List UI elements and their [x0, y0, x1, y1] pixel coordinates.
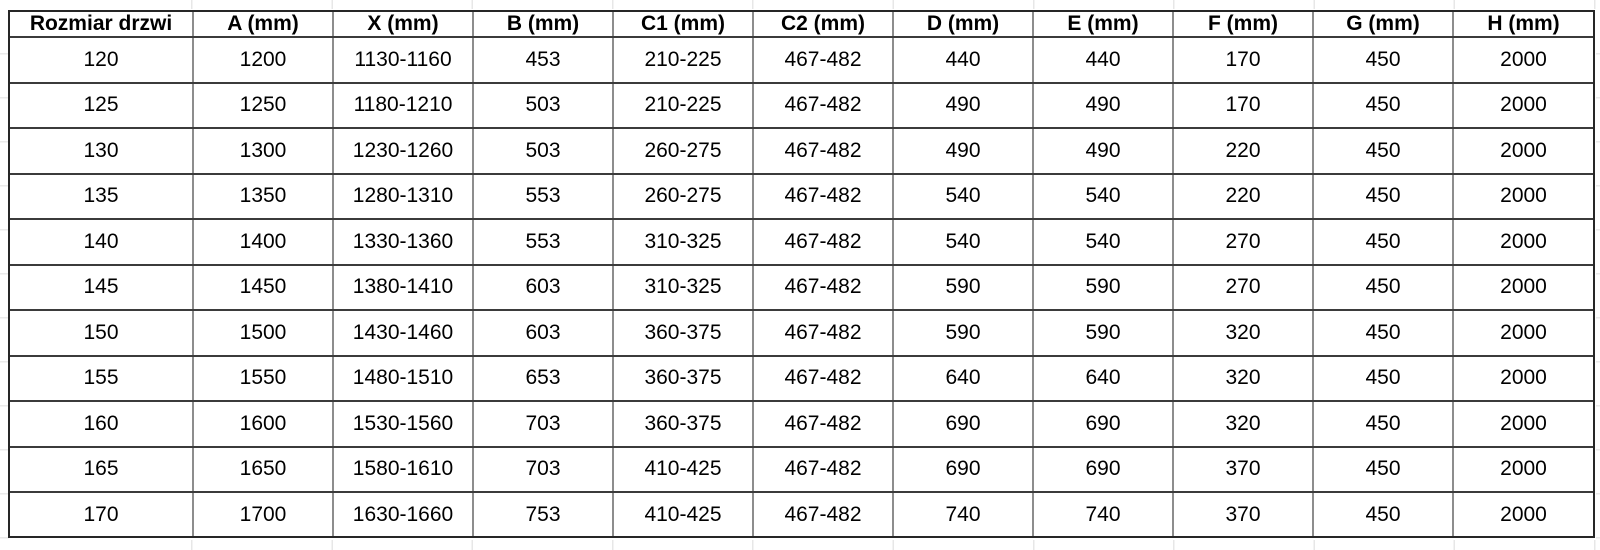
cell-b-mm: 553: [473, 219, 613, 265]
cell-a-mm: 1500: [193, 310, 333, 356]
cell-a-mm: 1250: [193, 83, 333, 129]
cell-d-mm: 690: [893, 447, 1033, 493]
cell-x-mm: 1280-1310: [333, 174, 473, 220]
cell-g-mm: 450: [1313, 128, 1453, 174]
cell-c1-mm: 210-225: [613, 83, 753, 129]
cell-h-mm: 2000: [1453, 37, 1593, 83]
cell-e-mm: 640: [1033, 356, 1173, 402]
table-row-size-145: [10, 265, 1593, 311]
cell-a-mm: 1700: [193, 492, 333, 536]
table-header: [10, 12, 1593, 37]
cell-c1-mm: 260-275: [613, 128, 753, 174]
cell-h-mm: 2000: [1453, 265, 1593, 311]
margin-gridlines-bottom: [191, 540, 1597, 550]
cell-f-mm: 170: [1173, 83, 1313, 129]
cell-d-mm: 690: [893, 401, 1033, 447]
cell-c1-mm: 310-325: [613, 265, 753, 311]
table-row-size-160: [10, 401, 1593, 447]
cell-e-mm: 490: [1033, 83, 1173, 129]
table-row-size-125: [10, 83, 1593, 129]
cell-b-mm: 753: [473, 492, 613, 536]
cell-g-mm: 450: [1313, 219, 1453, 265]
cell-h-mm: 2000: [1500, 502, 1547, 526]
cell-d-mm: 640: [893, 356, 1033, 402]
cell-c2-mm: 467-482: [753, 265, 893, 311]
column-header-e-mm: E (mm): [1033, 12, 1173, 37]
margin-gridlines-top: [191, 0, 1597, 9]
cell-x-mm: 1130-1160: [333, 37, 473, 83]
cell-f-mm: 220: [1173, 174, 1313, 220]
cell-b-mm: 453: [473, 37, 613, 83]
cell-f-mm: 320: [1173, 356, 1313, 402]
cell-e-mm: 440: [1033, 37, 1173, 83]
cell-x-mm: 1330-1360: [333, 219, 473, 265]
cell-h-mm: 2000: [1453, 128, 1593, 174]
cell-b-mm: 503: [473, 83, 613, 129]
cell-d-mm: 490: [893, 83, 1033, 129]
margin-gridlines-right: [1596, 53, 1600, 540]
cell-d-mm: 540: [893, 174, 1033, 220]
table-row-size-170: [10, 492, 1593, 536]
cell-b-mm: 653: [473, 356, 613, 402]
cell-e-mm: 540: [1033, 174, 1173, 220]
cell-c2-mm: 467-482: [753, 447, 893, 493]
table-row-size-140: [10, 219, 1593, 265]
cell-f-mm: 320: [1173, 310, 1313, 356]
cell-e-mm: 690: [1033, 401, 1173, 447]
cell-rozmiar-drzwi: 135: [10, 174, 193, 220]
table-row-size-165: [10, 447, 1593, 493]
cell-d-mm: 490: [893, 128, 1033, 174]
cell-a-mm: 1650: [193, 447, 333, 493]
cell-e-mm: 540: [1033, 219, 1173, 265]
cell-a-mm: 1200: [193, 37, 333, 83]
cell-rozmiar-drzwi: 150: [10, 310, 193, 356]
cell-rozmiar-drzwi: 125: [10, 83, 193, 129]
cell-f-mm: 270: [1173, 265, 1313, 311]
cell-h-mm: 2000: [1453, 447, 1593, 493]
column-header-g-mm: G (mm): [1313, 12, 1453, 37]
cell-b-mm: 553: [473, 174, 613, 220]
cell-rozmiar-drzwi: 165: [10, 447, 193, 493]
cell-x-mm: 1230-1260: [333, 128, 473, 174]
cell-x-mm: 1630-1660: [333, 492, 473, 536]
cell-g-mm: 450: [1313, 447, 1453, 493]
column-header-c2-mm: C2 (mm): [753, 12, 893, 37]
cell-c1-mm: 410-425: [613, 492, 753, 536]
door-size-table: [10, 12, 1593, 536]
cell-b-mm: 603: [473, 310, 613, 356]
cell-g-mm: 450: [1313, 83, 1453, 129]
column-header-b-mm: B (mm): [473, 12, 613, 37]
cell-c2-mm: 467-482: [753, 174, 893, 220]
cell-g-mm: 450: [1313, 174, 1453, 220]
cell-h-mm: 2000: [1453, 310, 1593, 356]
cell-c2-mm: 467-482: [753, 128, 893, 174]
cell-rozmiar-drzwi: 120: [10, 37, 193, 83]
cell-a-mm: 1400: [193, 219, 333, 265]
cell-x-mm: 1380-1410: [333, 265, 473, 311]
cell-c2-mm: 467-482: [753, 310, 893, 356]
cell-x-mm: 1430-1460: [333, 310, 473, 356]
cell-c1-mm: 360-375: [613, 356, 753, 402]
cell-c2-mm: 467-482: [753, 219, 893, 265]
cell-b-mm: 603: [473, 265, 613, 311]
column-header-rozmiar-drzwi: Rozmiar drzwi: [10, 12, 193, 37]
table-row-size-135: [10, 174, 1593, 220]
cell-d-mm: 590: [893, 265, 1033, 311]
cell-x-mm: 1180-1210: [333, 83, 473, 129]
cell-h-mm: 2000: [1453, 356, 1593, 402]
column-header-f-mm: F (mm): [1173, 12, 1313, 37]
cell-a-mm: 1550: [193, 356, 333, 402]
cell-h-mm: 2000: [1453, 174, 1593, 220]
cell-g-mm: 450: [1313, 356, 1453, 402]
table-row-size-155: [10, 356, 1593, 402]
cell-g-mm: 450: [1313, 310, 1453, 356]
cell-x-mm: 1480-1510: [333, 356, 473, 402]
cell-rozmiar-drzwi: 170: [10, 492, 193, 536]
cell-c1-mm: 260-275: [613, 174, 753, 220]
cell-e-mm: 690: [1033, 447, 1173, 493]
cell-c1-mm: 310-325: [613, 219, 753, 265]
cell-c1-mm: 210-225: [613, 37, 753, 83]
cell-rozmiar-drzwi: 160: [10, 401, 193, 447]
cell-d-mm: 540: [893, 219, 1033, 265]
column-header-h-mm: H (mm): [1453, 12, 1593, 37]
cell-c1-mm: 360-375: [613, 310, 753, 356]
cell-f-mm: 370: [1173, 447, 1313, 493]
cell-h-mm: 2000: [1453, 401, 1593, 447]
cell-rozmiar-drzwi: 130: [10, 128, 193, 174]
cell-g-mm: 450: [1313, 37, 1453, 83]
cell-e-mm: 740: [1033, 492, 1173, 536]
cell-e-mm: 590: [1033, 310, 1173, 356]
table-body: [10, 37, 1593, 536]
cell-f-mm: 170: [1173, 37, 1313, 83]
cell-rozmiar-drzwi: 145: [10, 265, 193, 311]
cell-g-mm: 450: [1313, 492, 1453, 536]
cell-a-mm: 1450: [193, 265, 333, 311]
cell-g-mm: 450: [1313, 265, 1453, 311]
cell-b-mm: 703: [473, 447, 613, 493]
column-header-a-mm: A (mm): [193, 12, 333, 37]
cell-a-mm: 1600: [193, 401, 333, 447]
cell-c2-mm: 467-482: [753, 492, 893, 536]
cell-f-mm: 270: [1173, 219, 1313, 265]
cell-e-mm: 490: [1033, 128, 1173, 174]
cell-c2-mm: 467-482: [753, 83, 893, 129]
cell-d-mm: 740: [893, 492, 1033, 536]
cell-a-mm: 1300: [193, 128, 333, 174]
cell-c1-mm: 360-375: [613, 401, 753, 447]
cell-f-mm: 370: [1173, 492, 1313, 536]
table-row-size-130: [10, 128, 1593, 174]
cell-f-mm: 320: [1173, 401, 1313, 447]
cell-f-mm: 220: [1173, 128, 1313, 174]
column-header-c1-mm: C1 (mm): [613, 12, 753, 37]
cell-x-mm: 1580-1610: [333, 447, 473, 493]
cell-c1-mm: 410-425: [613, 447, 753, 493]
cell-rozmiar-drzwi: 140: [10, 219, 193, 265]
cell-g-mm: 450: [1313, 401, 1453, 447]
cell-h-mm: 2000: [1453, 219, 1593, 265]
table-row-size-150: [10, 310, 1593, 356]
cell-x-mm: 1530-1560: [333, 401, 473, 447]
column-header-d-mm: D (mm): [893, 12, 1033, 37]
cell-b-mm: 703: [473, 401, 613, 447]
header-row: [10, 12, 1593, 37]
table-row-size-120: [10, 37, 1593, 83]
cell-d-mm: 590: [893, 310, 1033, 356]
cell-a-mm: 1350: [193, 174, 333, 220]
cell-e-mm: 590: [1033, 265, 1173, 311]
column-header-x-mm: X (mm): [333, 12, 473, 37]
cell-c2-mm: 467-482: [753, 356, 893, 402]
cell-b-mm: 503: [473, 128, 613, 174]
cell-d-mm: 440: [893, 37, 1033, 83]
cell-c2-mm: 467-482: [753, 401, 893, 447]
cell-h-mm: 2000: [1453, 83, 1593, 129]
cell-rozmiar-drzwi: 155: [10, 356, 193, 402]
cell-c2-mm: 467-482: [753, 37, 893, 83]
size-table-frame: [8, 10, 1595, 538]
